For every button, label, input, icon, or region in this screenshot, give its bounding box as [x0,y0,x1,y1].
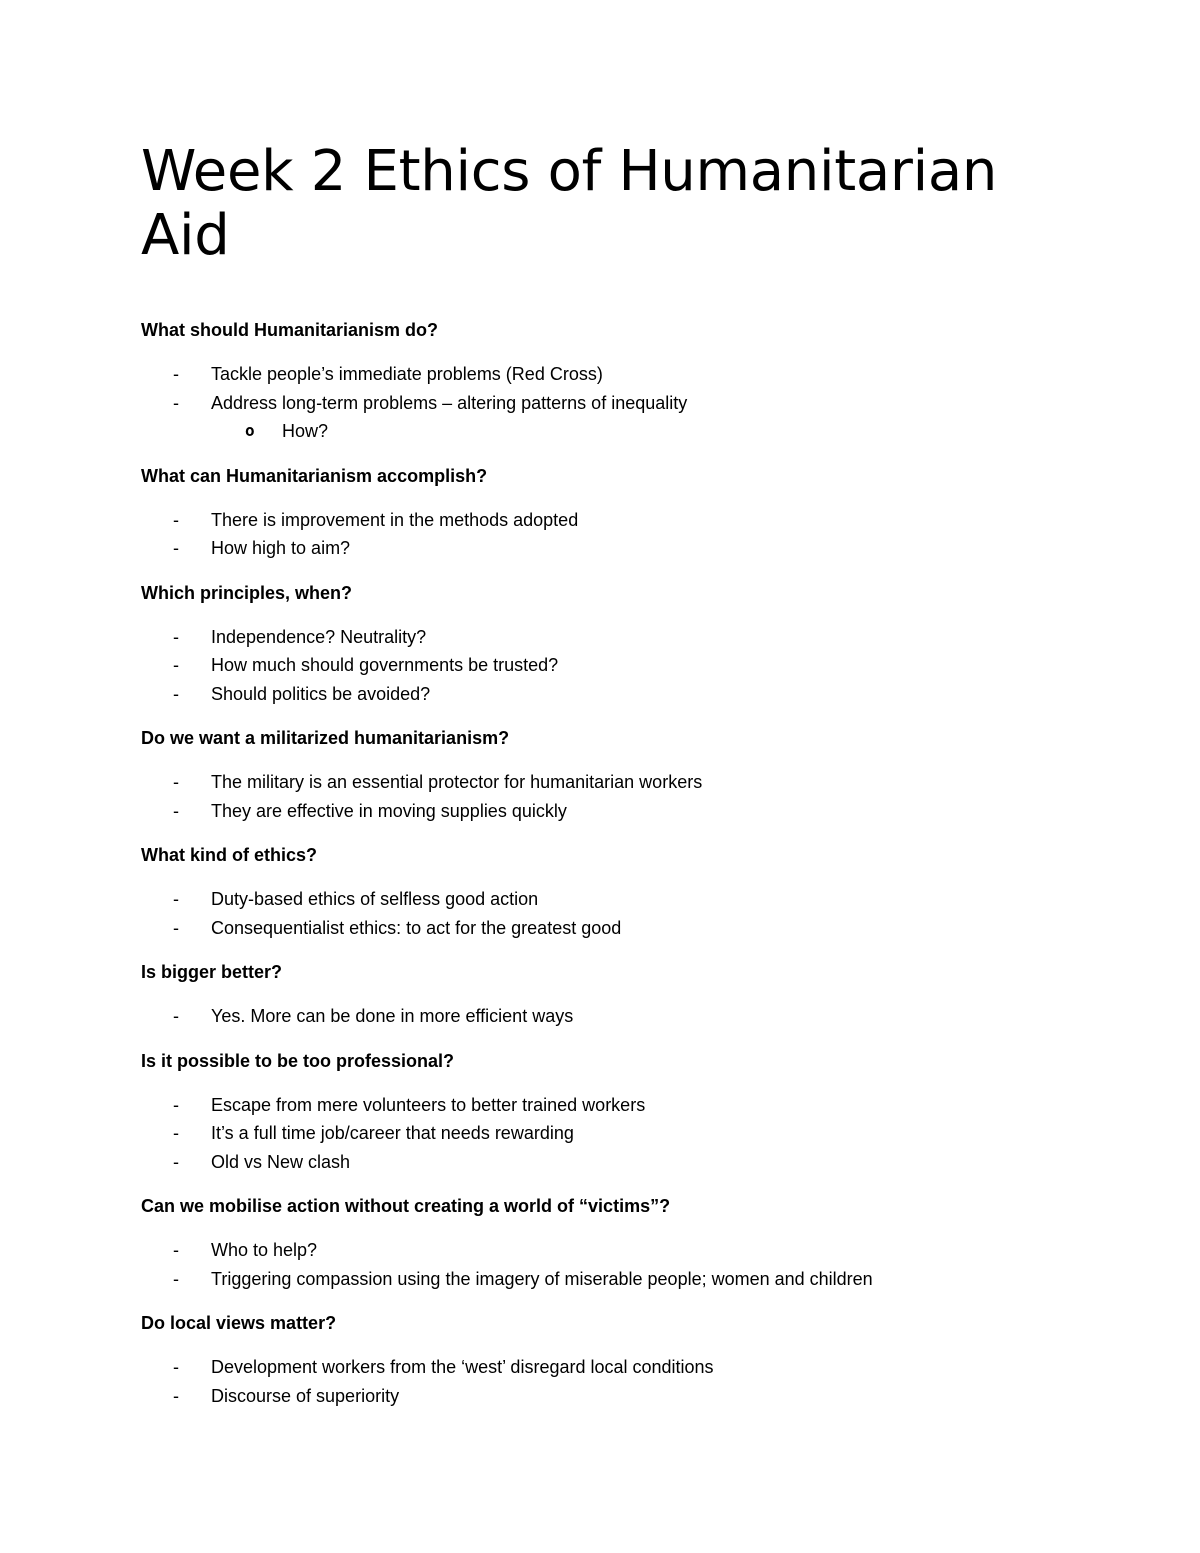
list-item [141,768,1101,797]
dash-bullet-icon: - [173,655,179,675]
section [141,841,1101,942]
bullet-list [141,623,1101,709]
list-item-text: Escape from mere volunteers to better trained workers [211,1094,646,1115]
dash-bullet-icon: - [173,1357,179,1377]
list-item [141,506,1101,535]
list-item [141,623,1101,652]
list-item-text: Tackle people’s immediate problems (Red Cross) [211,364,603,384]
bullet-list [141,506,1101,563]
list-item [141,1119,1101,1148]
sub-list-item [141,417,1101,446]
list-item-text: They are effective in moving supplies quickly [211,800,567,821]
section-heading: What should Humanitarianism do? [141,320,439,340]
list-item [141,914,1101,943]
section [141,1192,1101,1293]
section [141,462,1101,563]
section [141,316,1101,446]
dash-bullet-icon: - [173,889,179,909]
list-item-text: Address long-term problems – altering patterns of inequality [211,392,688,413]
list-item-text: Development workers from the ‘west’ disregard local conditions [211,1357,714,1377]
dash-bullet-icon: - [173,392,179,413]
list-item [141,1382,1101,1411]
dash-bullet-icon: - [173,1151,179,1172]
list-item-text: How high to aim? [211,538,351,558]
bullet-list [141,1091,1101,1177]
list-item [141,651,1101,680]
list-item-text: Should politics be avoided? [211,683,431,704]
list-item [141,797,1101,826]
dash-bullet-icon: - [173,683,179,704]
dash-bullet-icon: - [173,800,179,821]
list-item-text: Triggering compassion using the imagery of miserable people; women and children [211,1268,873,1289]
list-item-text: Consequentialist ethics: to act for the greatest good [211,917,622,938]
list-item-text: There is improvement in the methods adopted [211,509,579,530]
list-item-text: Old vs New clash [211,1151,351,1172]
bullet-list [141,885,1101,942]
bullet-list [141,1353,1101,1410]
list-item-text: Independence? Neutrality? [211,626,427,647]
list-item [141,1353,1101,1382]
sub-list-item-text: How? [282,421,329,441]
list-item-text: It’s a full time job/career that needs rewarding [211,1123,574,1143]
section-heading: Do we want a militarized humanitarianism? [141,728,510,748]
section-heading: Is it possible to be too professional? [141,1050,455,1071]
list-item-text: Yes. More can be done in more efficient ways [211,1006,574,1026]
section-heading: What can Humanitarianism accomplish? [141,465,488,486]
circle-bullet-icon: o [245,421,255,440]
list-item [141,1002,1101,1031]
bullet-list [141,1002,1101,1031]
dash-bullet-icon: - [173,509,179,530]
document-title: Week 2 Ethics of Humanitarian Aid [141,139,998,268]
list-item-text: How much should governments be trusted? [211,655,559,675]
section-heading: What kind of ethics? [141,845,318,865]
dash-bullet-icon: - [173,626,179,647]
list-item-text: Duty-based ethics of selfless good action [211,889,539,909]
section [141,1047,1101,1177]
list-item-text: The military is an essential protector for humanitarian workers [211,772,703,792]
bullet-list [141,768,1101,825]
dash-bullet-icon: - [173,1006,179,1026]
section [141,958,1101,1031]
section-heading: Do local views matter? [141,1313,337,1333]
dash-bullet-icon: - [173,364,179,384]
bullet-list [141,1236,1101,1293]
section-heading: Can we mobilise action without creating a world of “victims”? [141,1196,671,1216]
section [141,724,1101,825]
dash-bullet-icon: - [173,1268,179,1289]
dash-bullet-icon: - [173,538,179,558]
list-item [141,1265,1101,1294]
dash-bullet-icon: - [173,1385,179,1406]
dash-bullet-icon: - [173,1123,179,1143]
dash-bullet-icon: - [173,772,179,792]
list-item [141,389,1101,418]
list-item [141,534,1101,563]
document-body [141,316,1101,1426]
list-item [141,885,1101,914]
list-item-text: Discourse of superiority [211,1385,400,1406]
section [141,1309,1101,1410]
list-item [141,1148,1101,1177]
dash-bullet-icon: - [173,1240,179,1260]
section [141,579,1101,709]
list-item [141,1236,1101,1265]
dash-bullet-icon: - [173,917,179,938]
list-item [141,680,1101,709]
list-item-text: Who to help? [211,1240,318,1260]
bullet-list [141,360,1101,446]
list-item [141,360,1101,389]
dash-bullet-icon: - [173,1094,179,1115]
list-item [141,1091,1101,1120]
section-heading: Is bigger better? [141,962,283,982]
section-heading: Which principles, when? [141,582,353,603]
